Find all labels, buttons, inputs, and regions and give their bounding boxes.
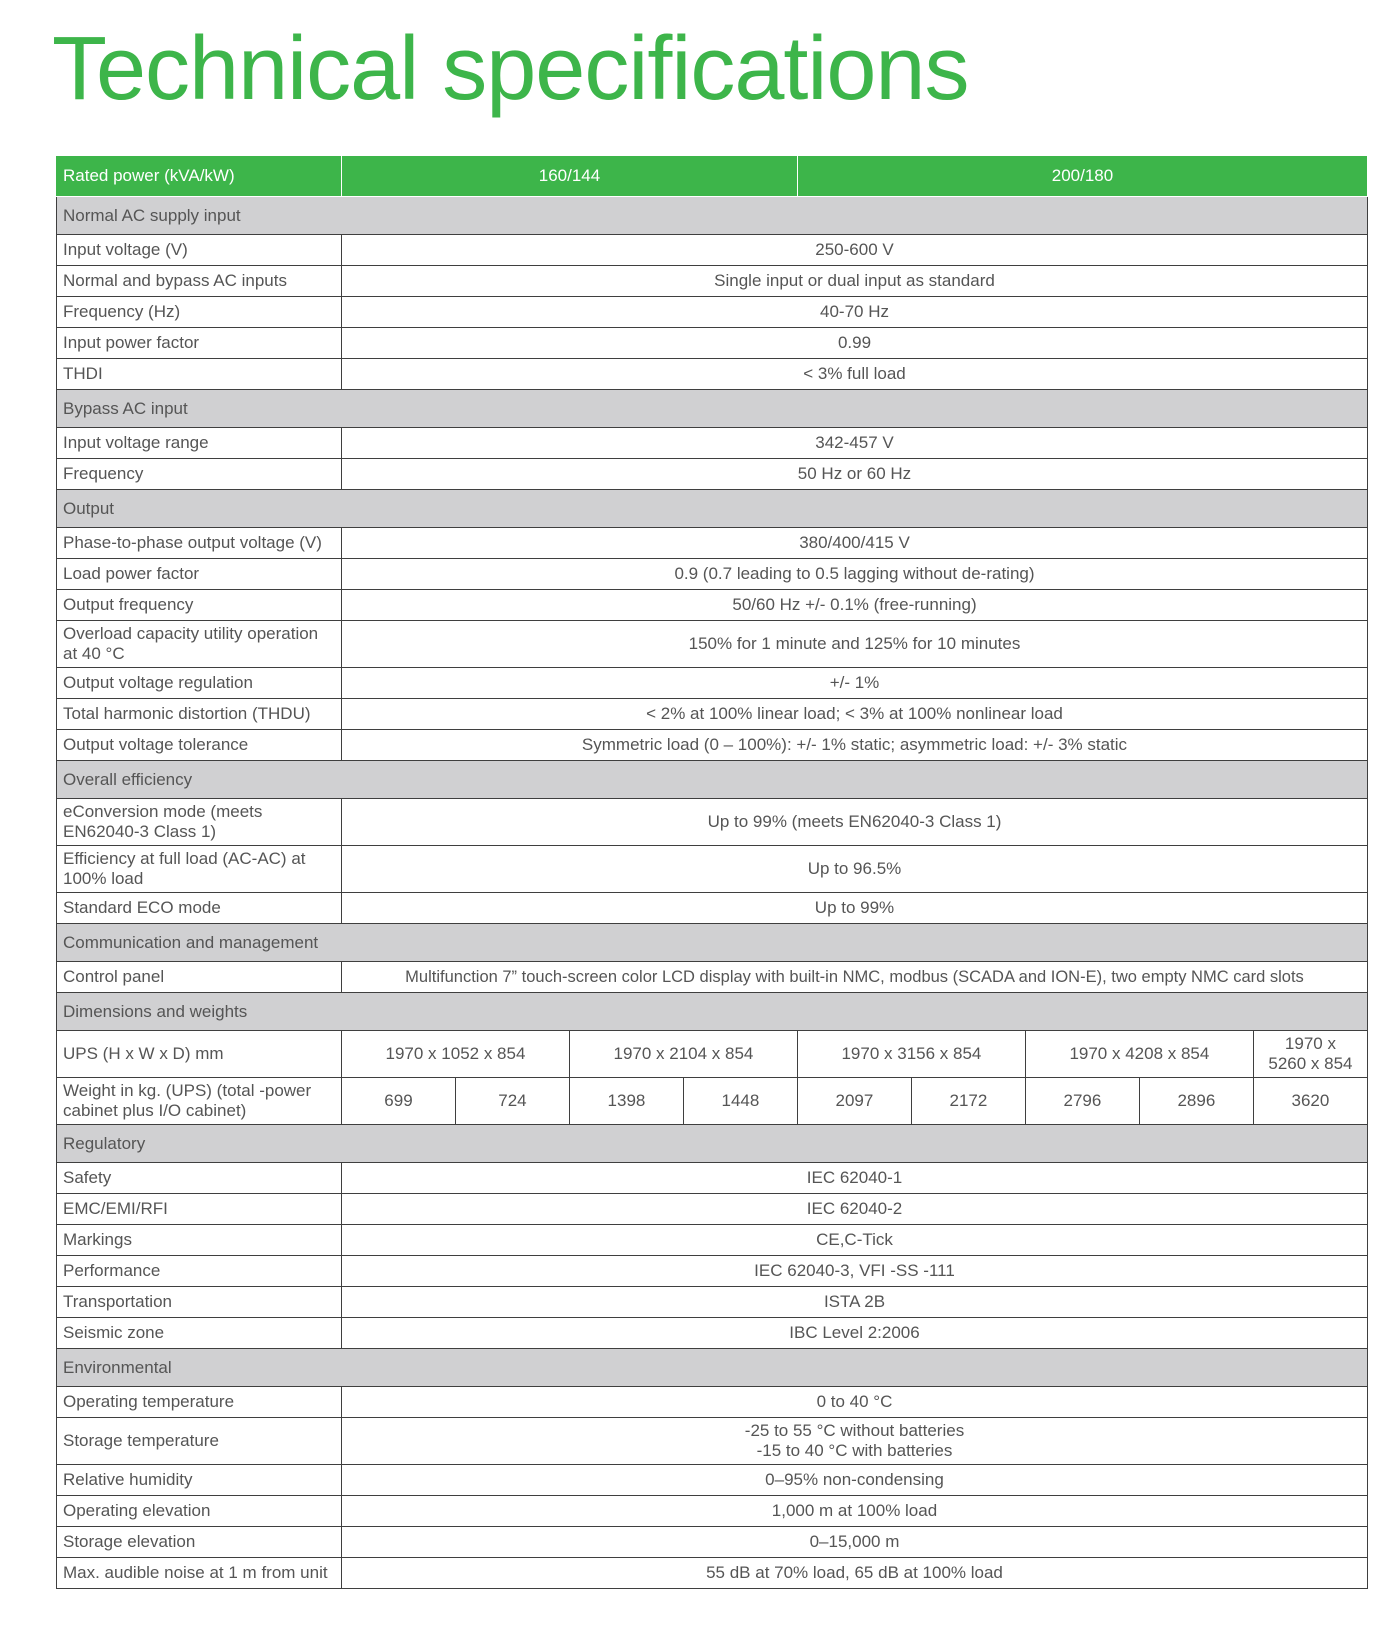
section-title: Communication and management xyxy=(57,924,1368,962)
spec-table xyxy=(56,155,1368,1589)
row-label: Transportation xyxy=(57,1287,342,1318)
row-value: 40-70 Hz xyxy=(341,297,1367,328)
header-col-200: 200/180 xyxy=(797,156,1367,197)
section-title: Bypass AC input xyxy=(57,390,1368,428)
row-label: UPS (H x W x D) mm xyxy=(57,1031,342,1078)
row-label: eConversion mode (meets EN62040-3 Class 1) xyxy=(57,799,342,846)
row-value: Single input or dual input as standard xyxy=(341,266,1367,297)
table-row xyxy=(57,1225,1368,1256)
table-row xyxy=(57,1387,1368,1418)
row-value: 0.99 xyxy=(341,328,1367,359)
section-title: Dimensions and weights xyxy=(57,993,1368,1031)
header-label: Rated power (kVA/kW) xyxy=(57,156,342,197)
table-row xyxy=(57,893,1368,924)
weight-cell: 2896 xyxy=(1139,1078,1253,1125)
section-title: Regulatory xyxy=(57,1125,1368,1163)
row-label: Output voltage tolerance xyxy=(57,730,342,761)
table-row xyxy=(57,1465,1368,1496)
page-title: Technical specifications xyxy=(52,19,969,119)
table-row xyxy=(57,428,1368,459)
row-label: Overload capacity utility operation at 40 °C xyxy=(57,621,342,668)
row-label: Storage temperature xyxy=(57,1418,342,1465)
table-row xyxy=(57,559,1368,590)
row-value: 55 dB at 70% load, 65 dB at 100% load xyxy=(341,1558,1367,1589)
table-row xyxy=(57,1527,1368,1558)
row-label: Efficiency at full load (AC-AC) at 100% load xyxy=(57,846,342,893)
row-value: IBC Level 2:2006 xyxy=(341,1318,1367,1349)
table-row xyxy=(57,359,1368,390)
section-row xyxy=(57,197,1368,235)
table-row xyxy=(57,235,1368,266)
row-value: 150% for 1 minute and 125% for 10 minutes xyxy=(341,621,1367,668)
table-row xyxy=(57,297,1368,328)
row-value: Up to 96.5% xyxy=(341,846,1367,893)
section-row xyxy=(57,1349,1368,1387)
row-value: 342-457 V xyxy=(341,428,1367,459)
row-label: Input voltage (V) xyxy=(57,235,342,266)
row-label: Total harmonic distortion (THDU) xyxy=(57,699,342,730)
weight-cell: 2796 xyxy=(1025,1078,1139,1125)
row-value: 50/60 Hz +/- 0.1% (free-running) xyxy=(341,590,1367,621)
row-value: +/- 1% xyxy=(341,668,1367,699)
row-value xyxy=(341,1418,1367,1465)
row-value: Up to 99% (meets EN62040-3 Class 1) xyxy=(341,799,1367,846)
weight-cell: 2172 xyxy=(911,1078,1025,1125)
row-value: 0–15,000 m xyxy=(341,1527,1367,1558)
row-value: IEC 62040-2 xyxy=(341,1194,1367,1225)
dimension-cell: 1970 x 2104 x 854 xyxy=(569,1031,797,1078)
table-row xyxy=(57,266,1368,297)
table-header-row xyxy=(57,156,1368,197)
row-label: Weight in kg. (UPS) (total -power cabinet plus I/O cabinet) xyxy=(57,1078,342,1125)
row-label: Relative humidity xyxy=(57,1465,342,1496)
row-label: Safety xyxy=(57,1163,342,1194)
section-title: Output xyxy=(57,490,1368,528)
weight-cell: 2097 xyxy=(797,1078,911,1125)
row-value: < 2% at 100% linear load; < 3% at 100% nonlinear load xyxy=(341,699,1367,730)
row-label: Phase-to-phase output voltage (V) xyxy=(57,528,342,559)
table-row xyxy=(57,1418,1368,1465)
row-label: Storage elevation xyxy=(57,1527,342,1558)
section-row xyxy=(57,924,1368,962)
row-value-line: -25 to 55 °C without batteries xyxy=(744,1421,965,1440)
row-value: 380/400/415 V xyxy=(341,528,1367,559)
row-value: 50 Hz or 60 Hz xyxy=(341,459,1367,490)
section-row xyxy=(57,761,1368,799)
row-label: Seismic zone xyxy=(57,1318,342,1349)
row-label: Normal and bypass AC inputs xyxy=(57,266,342,297)
row-value: 0 to 40 °C xyxy=(341,1387,1367,1418)
row-value: Symmetric load (0 – 100%): +/- 1% static; asymmetric load: +/- 3% static xyxy=(341,730,1367,761)
section-title: Normal AC supply input xyxy=(57,197,1368,235)
dimension-cell: 1970 x 1052 x 854 xyxy=(341,1031,569,1078)
dimension-cell: 1970 x 5260 x 854 xyxy=(1253,1031,1367,1078)
table-row xyxy=(57,799,1368,846)
row-value: < 3% full load xyxy=(341,359,1367,390)
row-value: 0–95% non-condensing xyxy=(341,1465,1367,1496)
row-label: Output frequency xyxy=(57,590,342,621)
row-value-line: -15 to 40 °C with batteries xyxy=(756,1441,953,1460)
table-row xyxy=(57,699,1368,730)
header-col-160: 160/144 xyxy=(341,156,797,197)
table-row xyxy=(57,1256,1368,1287)
weight-cell: 1398 xyxy=(569,1078,683,1125)
table-row xyxy=(57,1163,1368,1194)
row-value: IEC 62040-3, VFI -SS -111 xyxy=(341,1256,1367,1287)
row-label: Frequency (Hz) xyxy=(57,297,342,328)
weight-cell: 699 xyxy=(341,1078,455,1125)
row-label: Performance xyxy=(57,1256,342,1287)
weight-cell: 1448 xyxy=(683,1078,797,1125)
row-label: Operating temperature xyxy=(57,1387,342,1418)
table-row xyxy=(57,590,1368,621)
row-value: Multifunction 7” touch-screen color LCD display with built-in NMC, modbus (SCADA and ION-E), two empty NMC card slots xyxy=(341,962,1367,993)
table-row xyxy=(57,730,1368,761)
table-row xyxy=(57,621,1368,668)
section-row xyxy=(57,490,1368,528)
row-label: Frequency xyxy=(57,459,342,490)
row-value: IEC 62040-1 xyxy=(341,1163,1367,1194)
section-row xyxy=(57,1125,1368,1163)
row-label: Standard ECO mode xyxy=(57,893,342,924)
row-value: 1,000 m at 100% load xyxy=(341,1496,1367,1527)
row-label: Input power factor xyxy=(57,328,342,359)
table-row xyxy=(57,1496,1368,1527)
table-row xyxy=(57,1078,1368,1125)
table-row xyxy=(57,1031,1368,1078)
table-row xyxy=(57,1558,1368,1589)
row-label: Load power factor xyxy=(57,559,342,590)
dimension-cell: 1970 x 4208 x 854 xyxy=(1025,1031,1253,1078)
row-label: Input voltage range xyxy=(57,428,342,459)
row-value: ISTA 2B xyxy=(341,1287,1367,1318)
row-label: Markings xyxy=(57,1225,342,1256)
row-label: THDI xyxy=(57,359,342,390)
table-row xyxy=(57,1318,1368,1349)
weight-cell: 724 xyxy=(455,1078,569,1125)
row-value: Up to 99% xyxy=(341,893,1367,924)
dimension-cell: 1970 x 3156 x 854 xyxy=(797,1031,1025,1078)
section-row xyxy=(57,390,1368,428)
table-row xyxy=(57,528,1368,559)
table-row xyxy=(57,962,1368,993)
row-value: 0.9 (0.7 leading to 0.5 lagging without de-rating) xyxy=(341,559,1367,590)
table-row xyxy=(57,1287,1368,1318)
row-value: CE,C-Tick xyxy=(341,1225,1367,1256)
row-label: EMC/EMI/RFI xyxy=(57,1194,342,1225)
table-row xyxy=(57,1194,1368,1225)
section-title: Environmental xyxy=(57,1349,1368,1387)
row-value: 250-600 V xyxy=(341,235,1367,266)
weight-cell: 3620 xyxy=(1253,1078,1367,1125)
table-row xyxy=(57,328,1368,359)
row-label: Max. audible noise at 1 m from unit xyxy=(57,1558,342,1589)
table-row xyxy=(57,459,1368,490)
section-title: Overall efficiency xyxy=(57,761,1368,799)
table-row xyxy=(57,668,1368,699)
row-label: Operating elevation xyxy=(57,1496,342,1527)
row-label: Control panel xyxy=(57,962,342,993)
row-label: Output voltage regulation xyxy=(57,668,342,699)
table-row xyxy=(57,846,1368,893)
section-row xyxy=(57,993,1368,1031)
